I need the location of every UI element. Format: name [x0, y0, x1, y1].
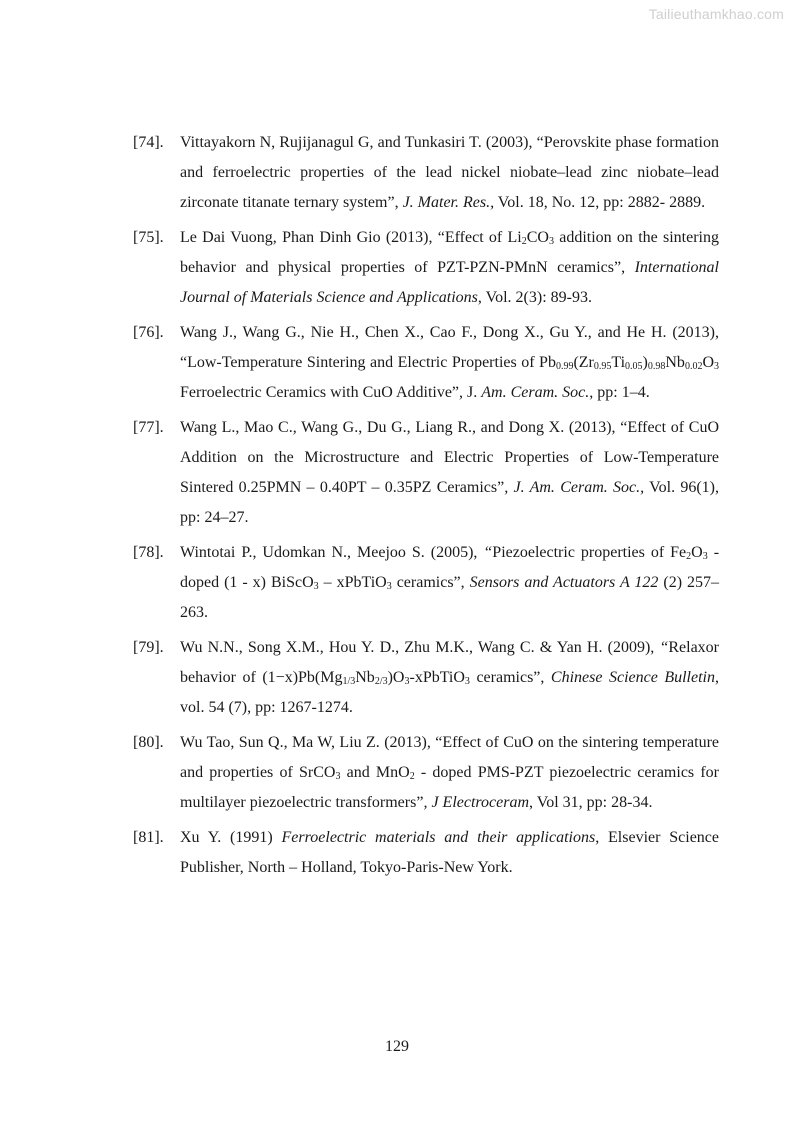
subscript-text: 0.05: [625, 361, 643, 372]
text-run: (Zr: [573, 354, 594, 371]
reference-number: [76].: [133, 324, 164, 341]
reference-item: [133, 728, 719, 818]
reference-item: [133, 318, 719, 408]
text-run: addition on the sintering behavior and physical properties of PZT-PZN-PMnN ceramics”,: [180, 229, 719, 276]
text-run: Wu N.N., Song X.M., Hou Y. D., Zhu M.K., Wang C. & Yan H. (2009),: [180, 639, 660, 656]
subscript-text: 2: [409, 771, 415, 782]
reference-text: [180, 318, 719, 408]
subscript-text: 3: [714, 361, 719, 372]
reference-text: [180, 223, 719, 313]
reference-number: [77].: [133, 419, 164, 436]
italic-text: , J Electroceram: [423, 794, 530, 811]
text-run: -doped (1 - x) BiScO: [180, 544, 720, 591]
text-run: - doped PMS-PZT piezoelectric ceramics for multilayer piezoelectric transformers”: [180, 764, 720, 811]
subscript-text: 1/3: [342, 676, 356, 687]
reference-number: [75].: [133, 229, 164, 246]
reference-text: [180, 633, 719, 723]
italic-text: , J. Am. Ceram. Soc.,: [504, 479, 645, 496]
text-run: Xu Y. (1991): [180, 829, 282, 846]
text-run: O: [702, 354, 714, 371]
reference-item: [133, 413, 719, 533]
text-run: Vol. 18, No. 12, pp: 2882- 2889.: [494, 194, 706, 211]
text-run: CO: [526, 229, 549, 246]
text-run: Relaxor behavior of (1−x)Pb(Mg: [180, 639, 719, 686]
subscript-text: 3: [404, 676, 410, 687]
reference-text: [180, 413, 719, 533]
subscript-text: 3: [386, 581, 392, 592]
text-run: Vol. 96(1), pp: 24–27.: [180, 479, 719, 526]
text-run: Nb: [355, 669, 375, 686]
text-run: , Vol 31, pp: 28-34.: [529, 794, 653, 811]
reference-number: [81].: [133, 829, 164, 846]
subscript-text: 2/3: [374, 676, 388, 687]
page-number: 129: [385, 1038, 409, 1055]
reference-text: [180, 128, 719, 218]
text-run: Le Dai Vuong, Phan Dinh Gio (2013), “Effect of Li: [180, 229, 522, 246]
subscript-text: 0.98: [647, 361, 666, 372]
watermark: Tailieuthamkhao.com: [648, 6, 784, 22]
reference-item: [133, 633, 719, 723]
text-run: Piezoelectric properties of Fe: [492, 544, 687, 561]
reference-text: [180, 823, 719, 883]
text-run: – xPbTiO: [318, 574, 387, 591]
text-run: Ti: [611, 354, 626, 371]
subscript-text: 0.99: [555, 361, 574, 372]
text-run: -xPbTiO: [409, 669, 465, 686]
text-run: (2) 257–263.: [180, 574, 720, 621]
subscript-text: 2: [686, 551, 692, 562]
subscript-text: 3: [313, 581, 319, 592]
text-run: ): [642, 354, 648, 371]
reference-item: [133, 538, 719, 628]
text-run: and MnO: [340, 764, 410, 781]
subscript-text: 0.95: [593, 361, 612, 372]
text-run: Wu Tao, Sun Q., Ma W, Liu Z. (2013), “Effect of CuO on the sintering temperature and properties of SrCO: [180, 734, 719, 781]
reference-item: [133, 128, 719, 218]
text-run: Ferroelectric Ceramics with CuO Additive”, J.: [180, 384, 482, 401]
subscript-text: 3: [548, 236, 554, 247]
text-run: Wang J., Wang G., Nie H., Chen X., Cao F., Dong X., Gu Y., and He H. (2013), “Low-Temperature Sintering and Electric Properties of Pb: [180, 324, 719, 371]
reference-text: [180, 538, 719, 628]
text-run: , vol. 54 (7), pp: 1267-1274.: [180, 669, 719, 716]
reference-list: [133, 128, 719, 888]
italic-text: Chinese Science Bulletin: [550, 669, 715, 686]
text-run: , pp: 1–4.: [589, 384, 650, 401]
text-run: O: [691, 544, 703, 561]
text-run: )O: [387, 669, 405, 686]
text-run: Nb: [665, 354, 685, 371]
italic-text: Ferroelectric materials and their applications: [281, 829, 596, 846]
text-run: Vittayakorn N, Rujijanagul G, and Tunkasiri T. (2003), “Perovskite phase formation and ferroelectric properties of the lead nickel niobate–lead zinc niobate–lead zirconate titanate ternary system”,: [180, 134, 719, 211]
italic-text: Sensors and Actuators A 122: [469, 574, 659, 591]
reference-text: [180, 728, 719, 818]
subscript-text: 2: [521, 236, 527, 247]
reference-item: [133, 223, 719, 313]
reference-number: [79].: [133, 639, 164, 656]
text-run: , Vol. 2(3): 89-93.: [477, 289, 592, 306]
subscript-text: 0.02: [684, 361, 703, 372]
reference-item: [133, 823, 719, 883]
reference-number: [74].: [133, 134, 164, 151]
italic-text: “: [659, 639, 669, 656]
text-run: Wang L., Mao C., Wang G., Du G., Liang R., and Dong X. (2013), “Effect of CuO Addition on the Microstructure and Electric Properties of Low-Temperature Sintered 0.25PMN – 0.40PT – 0.35PZ Ceramics”: [180, 419, 719, 496]
italic-text: International Journal of Materials Science and Applications: [180, 259, 719, 306]
italic-text: Am. Ceram. Soc.: [481, 384, 590, 401]
text-run: ceramics”,: [469, 669, 551, 686]
subscript-text: 3: [464, 676, 470, 687]
text-run: Wintotai P., Udomkan N., Meejoo S. (2005),: [180, 544, 484, 561]
text-run: , Elsevier Science Publisher, North – Holland, Tokyo-Paris-New York.: [180, 829, 720, 876]
text-run: ceramics”,: [391, 574, 470, 591]
italic-text: J. Mater. Res.,: [402, 194, 495, 211]
subscript-text: 3: [702, 551, 708, 562]
reference-number: [78].: [133, 544, 164, 561]
reference-number: [80].: [133, 734, 164, 751]
italic-text: “: [483, 544, 493, 561]
subscript-text: 3: [335, 771, 341, 782]
